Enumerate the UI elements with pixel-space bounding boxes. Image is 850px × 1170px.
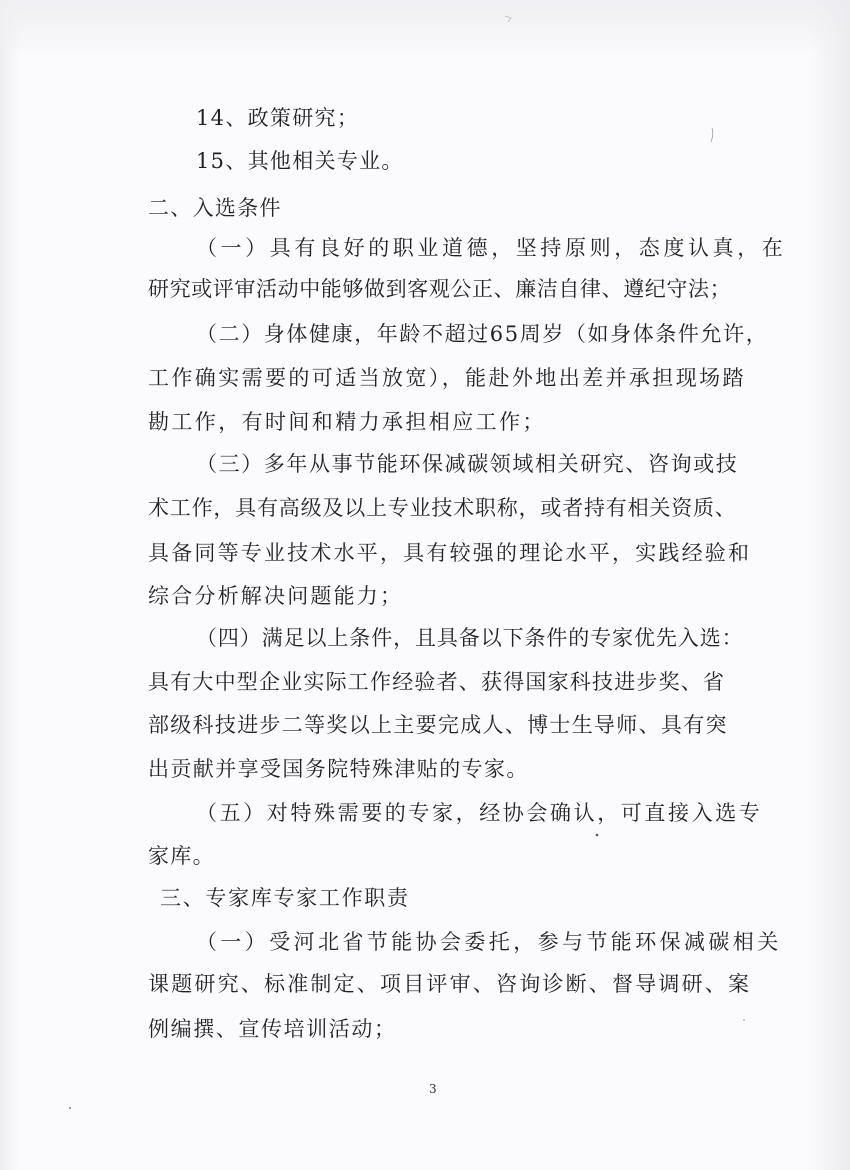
text-line-criteria-2a: （二）身体健康，年龄不超过65周岁（如身体条件允许，	[196, 322, 769, 346]
text-line-criteria-3d: 综合分析解决问题能力；	[148, 584, 404, 608]
text-line-criteria-4a: （四）满足以上条件，且具备以下条件的专家优先入选：	[196, 626, 744, 650]
text-line-criteria-3c: 具备同等专业技术水平，具有较强的理论水平，实践经验和	[148, 541, 752, 565]
text-line-criteria-4b: 具有大中型企业实际工作经验者、获得国家科技进步奖、省	[148, 670, 726, 694]
text-line-criteria-5b: 家库。	[148, 844, 215, 868]
section-heading-selection-criteria: 二、入选条件	[148, 196, 282, 220]
text-line-other-majors: 15、其他相关专业。	[196, 149, 404, 173]
text-line-criteria-2b: 工作确实需要的可适当放宽），能赴外地出差并承担现场踏	[148, 366, 746, 390]
text-line-criteria-1b: 研究或评审活动中能够做到客观公正、廉洁自律、遵纪守法；	[148, 277, 732, 301]
text-line-duties-1c: 例编撰、宣传培训活动；	[148, 1017, 397, 1041]
text-line-criteria-3b: 术工作，具有高级及以上专业技术职称，或者持有相关资质、	[148, 496, 737, 520]
text-line-criteria-3a: （三）多年从事节能环保减碳领域相关研究、咨询或技	[196, 452, 739, 476]
text-line-criteria-4d: 出贡献并享受国务院特殊津贴的专家。	[148, 757, 529, 781]
text-line-criteria-4c: 部级科技进步二等奖以上主要完成人、博士生导师、具有突	[148, 713, 728, 737]
text-line-criteria-2c: 勘工作，有时间和精力承担相应工作；	[148, 410, 546, 434]
text-line-criteria-1a: （一）具有良好的职业道德，坚持原则，态度认真，在	[196, 236, 787, 260]
page-number: 3	[429, 1082, 437, 1096]
text-line-duties-1b: 课题研究、标准制定、项目评审、咨询诊断、督导调研、案	[148, 972, 752, 996]
text-line-duties-1a: （一）受河北省节能协会委托，参与节能环保减碳相关	[196, 930, 782, 954]
section-heading-expert-duties: 三、专家库专家工作职责	[160, 886, 410, 910]
text-line-criteria-5a: （五）对特殊需要的专家，经协会确认，可直接入选专	[196, 801, 763, 825]
text-line-policy-research: 14、政策研究；	[196, 106, 360, 130]
